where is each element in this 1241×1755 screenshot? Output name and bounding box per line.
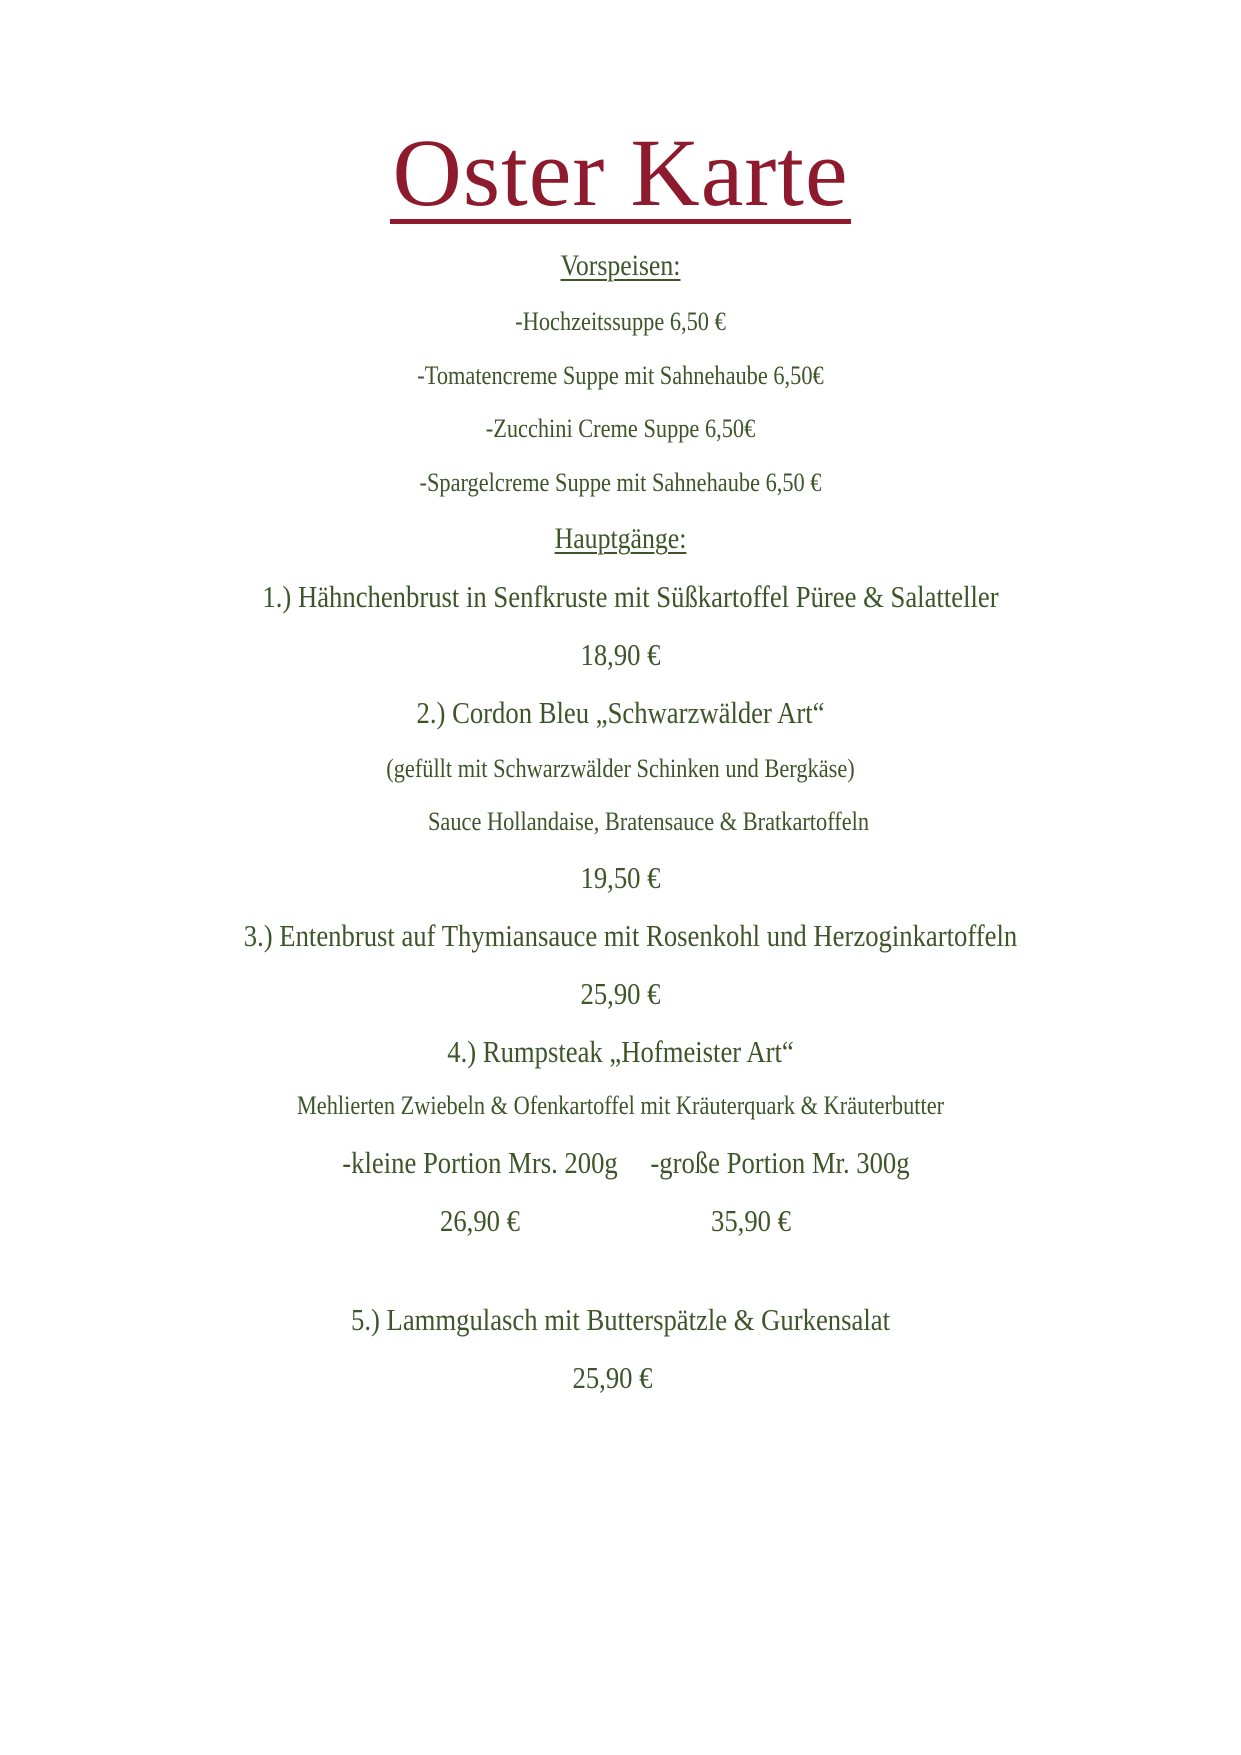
dish-2-detail-2: Sauce Hollandaise, Bratensauce & Bratkartoffeln [427,807,870,836]
mains-heading: Hauptgänge: [554,522,687,555]
dish-3-name: 3.) Entenbrust auf Thymiansauce mit Rosenkohl und Herzoginkartoffeln [243,918,1018,953]
menu-title-row [0,118,1241,228]
dish-1-price: 18,90 € [580,637,661,672]
dish-4-large-portion: -große Portion Mr. 300g [650,1145,910,1180]
menu-title: Oster Karte [392,119,849,226]
dish-5-price: 25,90 € [572,1360,653,1395]
starter-item-4: -Spargelcreme Suppe mit Sahnehaube 6,50 € [419,468,822,497]
starters-heading: Vorspeisen: [560,249,681,282]
dish-2-name: 2.) Cordon Bleu „Schwarzwälder Art“ [416,695,825,730]
dish-3-price: 25,90 € [580,976,661,1011]
dish-5-name: 5.) Lammgulasch mit Butterspätzle & Gurkensalat [350,1302,890,1337]
dish-4-small-portion: -kleine Portion Mrs. 200g [342,1145,618,1180]
starter-item-1: -Hochzeitssuppe 6,50 € [515,307,726,336]
dish-4-name: 4.) Rumpsteak „Hofmeister Art“ [447,1034,794,1069]
dish-2-detail-1: (gefüllt mit Schwarzwälder Schinken und Bergkäse) [386,754,855,783]
dish-4-detail: Mehlierten Zwiebeln & Ofenkartoffel mit Kräuterquark & Kräuterbutter [296,1091,945,1120]
dish-4-large-price: 35,90 € [711,1203,791,1238]
dish-2-price: 19,50 € [580,860,661,895]
starter-item-3: -Zucchini Creme Suppe 6,50€ [485,414,756,443]
dish-1-name: 1.) Hähnchenbrust in Senfkruste mit Süßkartoffel Püree & Salatteller [262,579,999,614]
starter-item-2: -Tomatencreme Suppe mit Sahnehaube 6,50€ [417,361,824,390]
dish-4-small-price: 26,90 € [440,1203,520,1238]
